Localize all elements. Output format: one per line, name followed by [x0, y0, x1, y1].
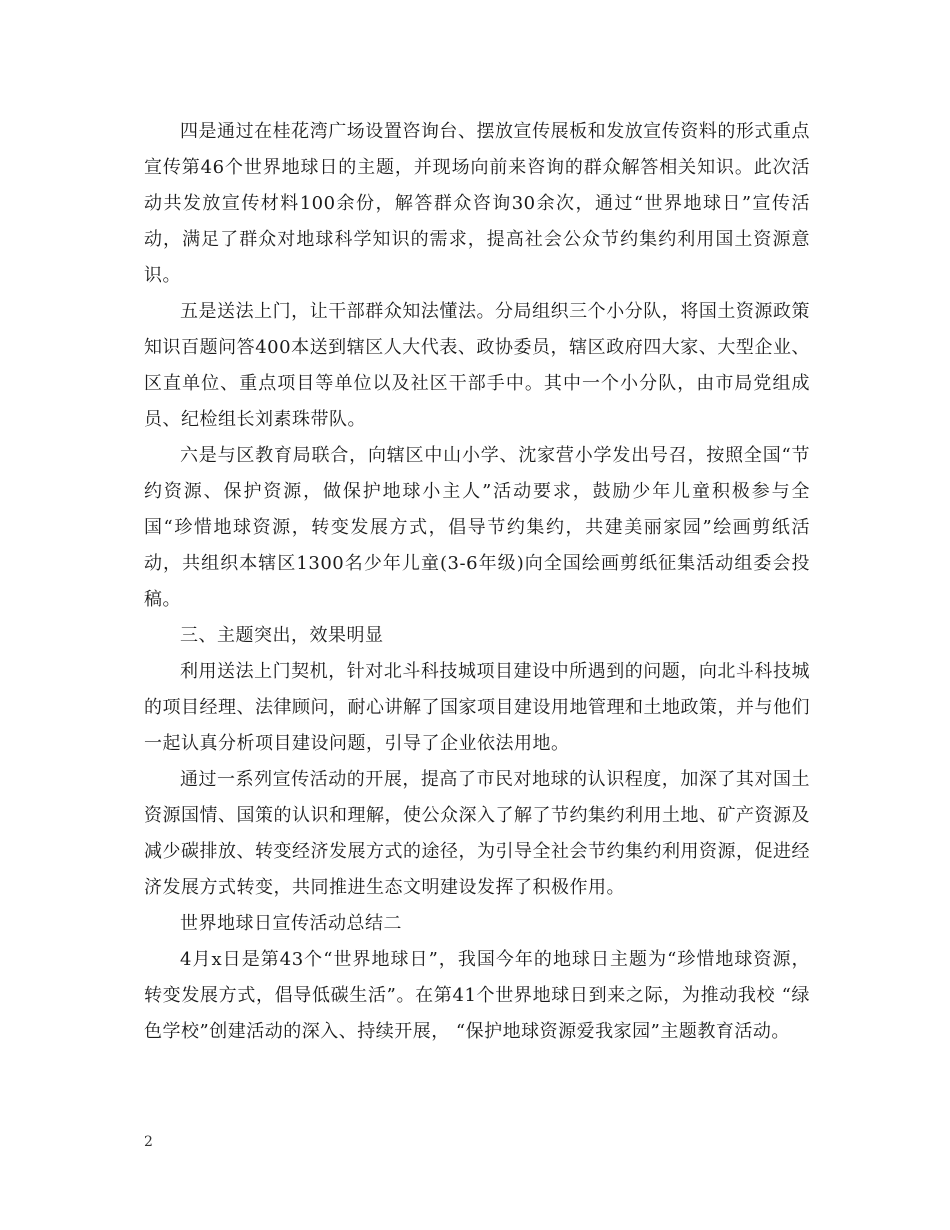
paragraph-six: 六是与区教育局联合，向辖区中山小学、沈家营小学发出号召，按照全国“节约资源、保护资源，做保护地球小主人”活动要求，鼓励少年儿童积极参与全国“珍惜地球资源，转变发展方式，倡导节约集约，共建美丽家园”绘画剪纸活动，共组织本辖区1300名少年儿童(3-6年级)向全国绘画剪纸征集活动组委会投稿。 — [144, 445, 810, 610]
paragraph-five: 五是送法上门，让干部群众知法懂法。分局组织三个小分队，将国土资源政策知识百题问答400本送到辖区人大代表、政协委员，辖区政府四大家、大型企业、区直单位、重点项目等单位以及社区干部手中。其中一个小分队，由市局党组成员、纪检组长刘素珠带队。 — [144, 301, 810, 430]
section-title-summary-two: 世界地球日宣传活动总结二 — [180, 913, 402, 934]
paragraph-earth-day: 4月x日是第43个“世界地球日”，我国今年的地球日主题为“珍惜地球资源， 转变发展方式，倡导低碳生活”。在第41个世界地球日到来之际，为推动我校 “绿 色学校”创建活动的深入、持续开展， “保护地球资源爱我家园”主题教育活动。 — [144, 949, 810, 1042]
section-heading-three: 三、主题突出，效果明显 — [180, 625, 384, 646]
document-body — [144, 114, 810, 1050]
paragraph-four: 四是通过在桂花湾广场设置咨询台、摆放宣传展板和发放宣传资料的形式重点宣传第46个世界地球日的主题，并现场向前来咨询的群众解答相关知识。此次活动共发放宣传材料100余份，解答群众咨询30余次，通过“世界地球日”宣传活动，满足了群众对地球科学知识的需求，提高社会公众节约集约利用国土资源意识。 — [144, 121, 810, 286]
page-number: 2 — [144, 1134, 153, 1150]
paragraph-summary: 通过一系列宣传活动的开展，提高了市民对地球的认识程度，加深了其对国土资源国情、国策的认识和理解，使公众深入了解了节约集约利用土地、矿产资源及减少碳排放、转变经济发展方式的途径，为引导全社会节约集约利用资源，促进经济发展方式转变，共同推进生态文明建设发挥了积极作用。 — [144, 769, 810, 898]
paragraph-beidou: 利用送法上门契机，针对北斗科技城项目建设中所遇到的问题，向北斗科技城的项目经理、法律顾问，耐心讲解了国家项目建设用地管理和土地政策，并与他们一起认真分析项目建设问题，引导了企业依法用地。 — [144, 661, 810, 754]
